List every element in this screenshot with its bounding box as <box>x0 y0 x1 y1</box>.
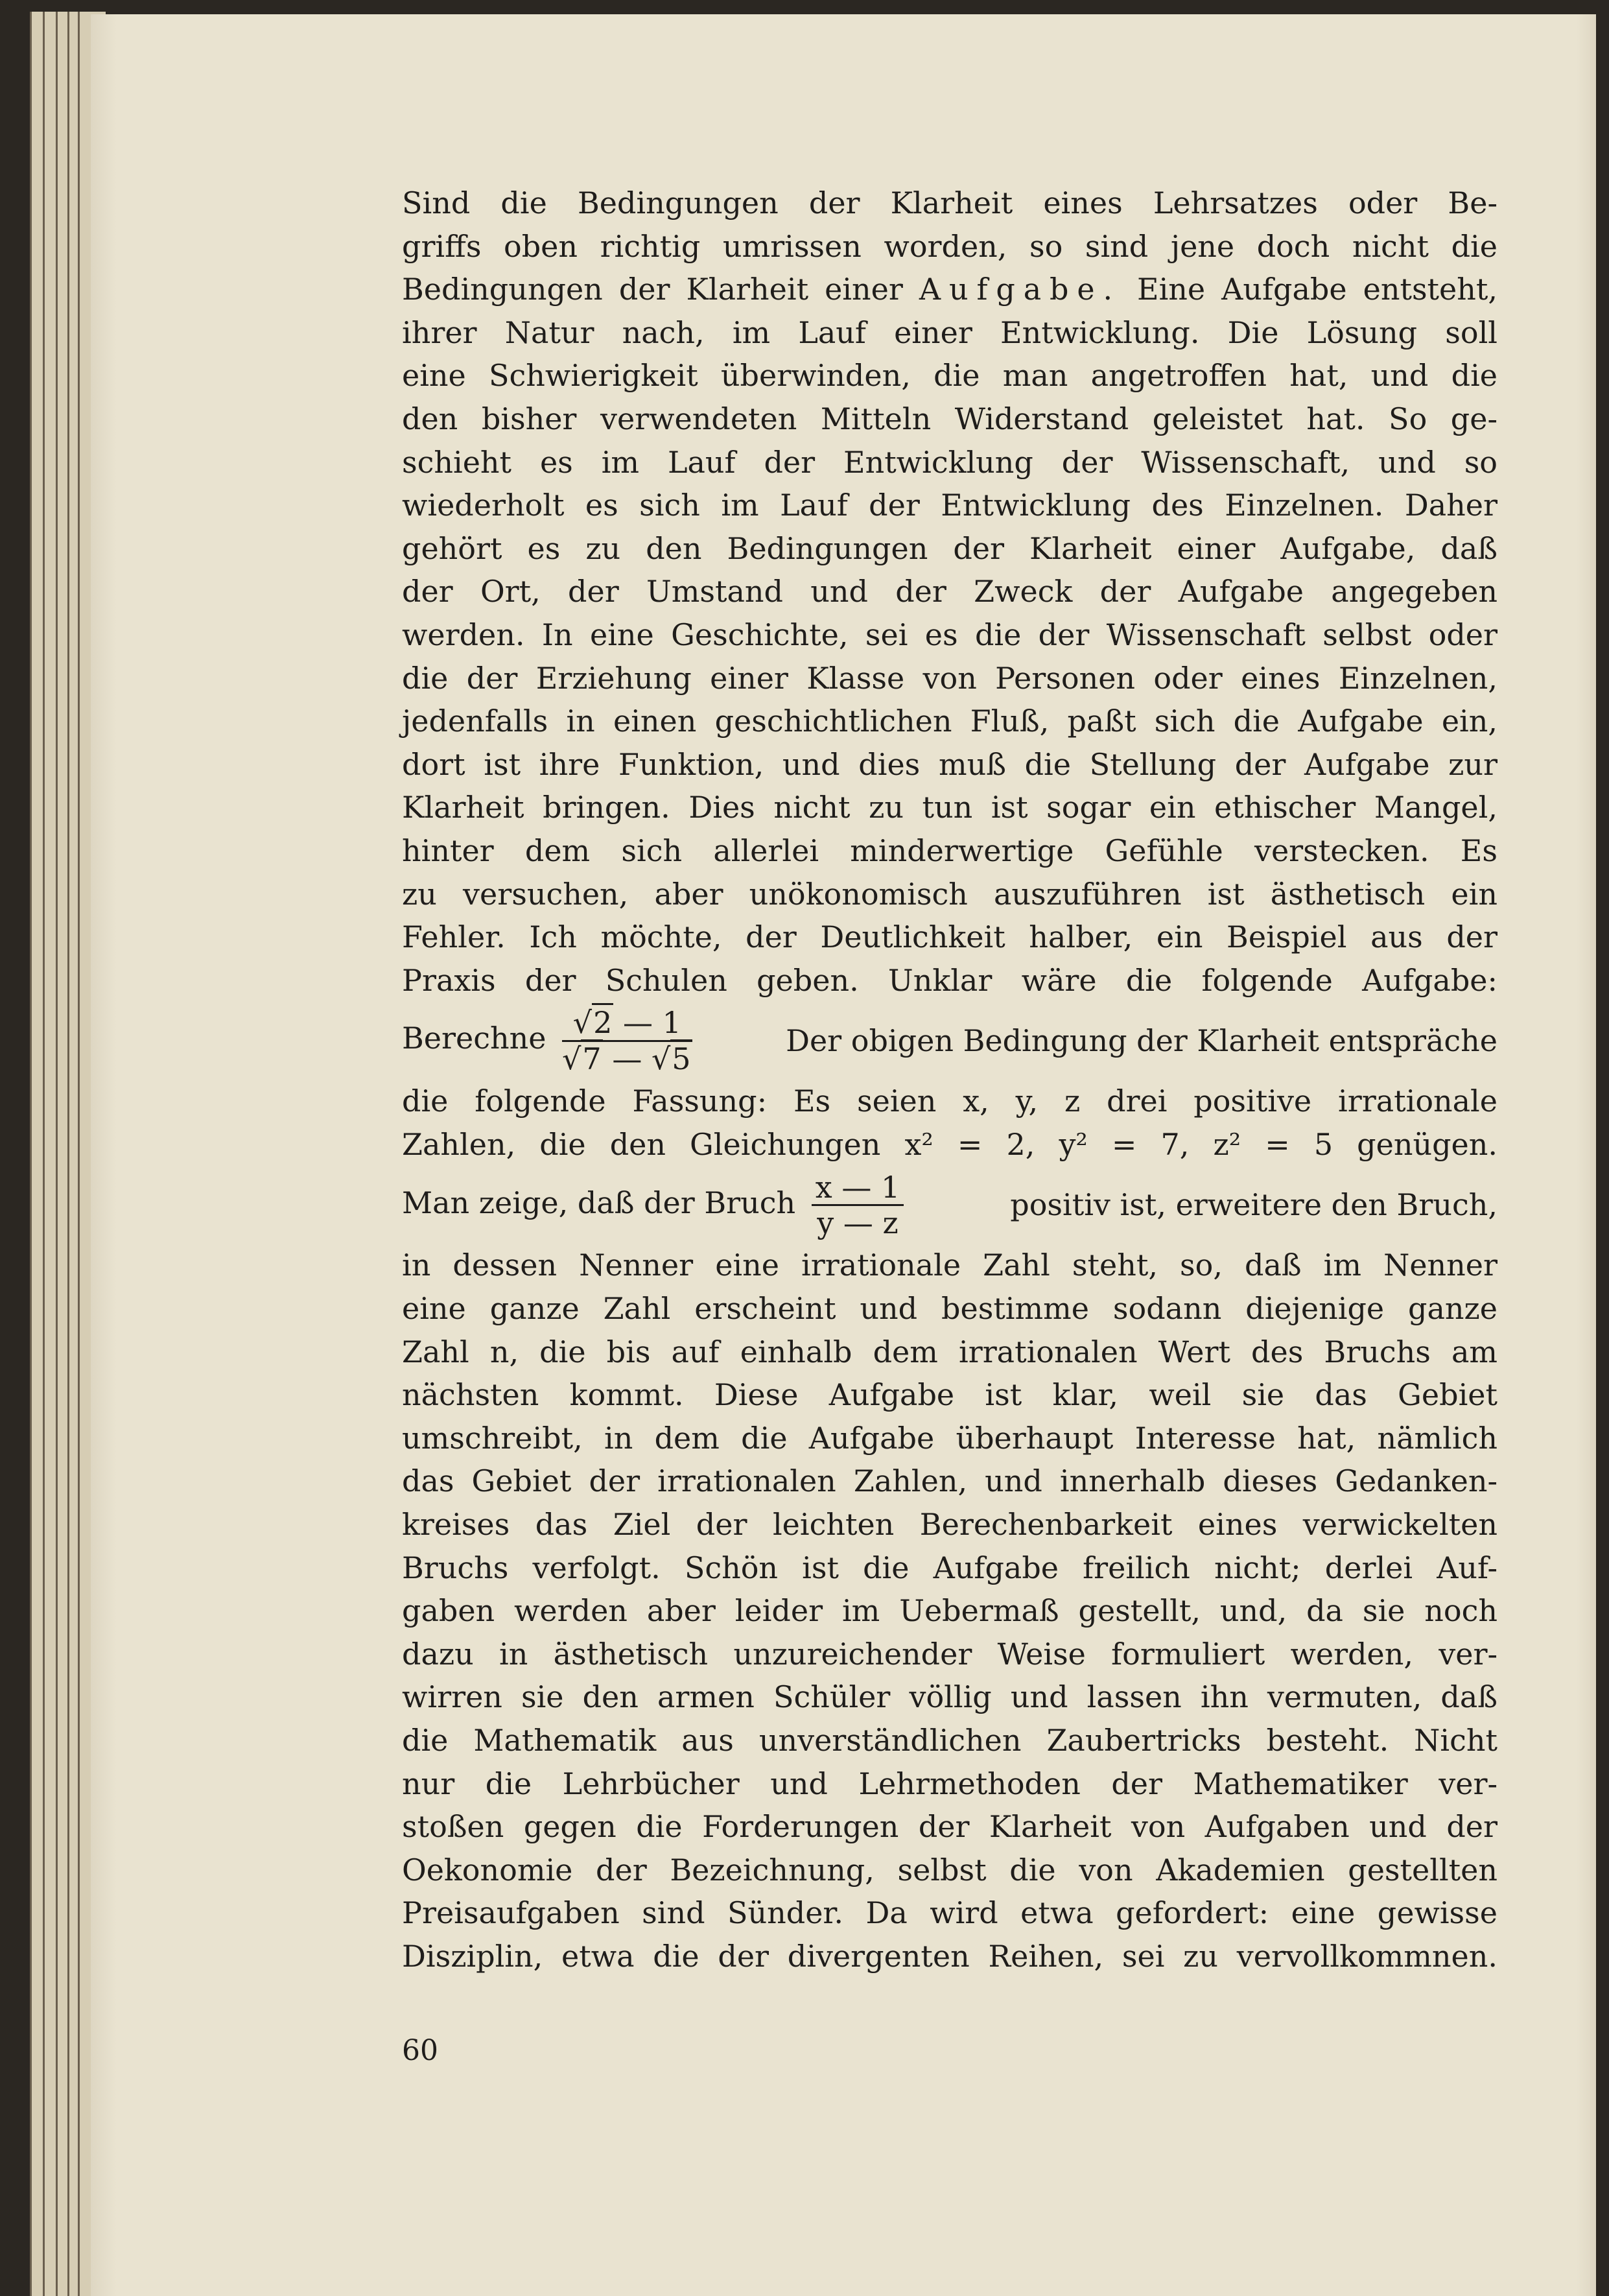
book-page <box>91 14 1596 2296</box>
text-fragment: Bedingungen der Klarheit einer <box>402 272 903 307</box>
text-line: nächsten kommt. Diese Aufgabe ist klar, weil sie das Gebiet <box>402 1377 1497 1413</box>
fraction-numerator: √2 — 1 <box>562 1007 692 1041</box>
text-line: die der Erziehung einer Klasse von Personen oder eines Einzelnen, <box>402 660 1497 696</box>
text-line: Preisaufgaben sind Sünder. Da wird etwa gefordert: eine gewisse <box>402 1895 1497 1931</box>
fraction <box>562 1007 692 1074</box>
spaced-word: Aufgabe. <box>919 272 1121 307</box>
radicand: 7 <box>581 1039 602 1076</box>
equation-label: Man zeige, daß der Bruch <box>402 1185 796 1220</box>
text-line: Bruchs verfolgt. Schön ist die Aufgabe freilich nicht; derlei Auf- <box>402 1550 1497 1585</box>
equation-row-2 <box>402 1166 1497 1244</box>
text-line: wiederholt es sich im Lauf der Entwicklung des Einzelnen. Daher <box>402 488 1497 523</box>
text-line: kreises das Ziel der leichten Berechenbarkeit eines verwickelten <box>402 1507 1497 1543</box>
text-line: Disziplin, etwa die der divergenten Reihen, sei zu vervollkommnen. <box>402 1938 1497 1974</box>
text-line: dort ist ihre Funktion, und dies muß die Stellung der Aufgabe zur <box>402 746 1497 782</box>
denominator-sep: — <box>612 1041 642 1076</box>
text-line: gaben werden aber leider im Uebermaß gestellt, und, da sie noch <box>402 1593 1497 1629</box>
text-line: Fehler. Ich möchte, der Deutlichkeit halber, ein Beispiel aus der <box>402 919 1497 955</box>
text-line: griffs oben richtig umrissen worden, so sind jene doch nicht die <box>402 228 1497 264</box>
text-line: gehört es zu den Bedingungen der Klarheit einer Aufgabe, daß <box>402 530 1497 566</box>
text-line: nur die Lehrbücher und Lehrmethoden der Mathematiker ver- <box>402 1766 1497 1801</box>
equation-row-1 <box>402 1002 1497 1080</box>
text-line: Praxis der Schulen geben. Unklar wäre die folgende Aufgabe: <box>402 962 1497 998</box>
text-line: werden. In eine Geschichte, sei es die der Wissenschaft selbst oder <box>402 617 1497 652</box>
fraction-denominator: y — z <box>817 1205 898 1240</box>
text-line: wirren sie den armen Schüler völlig und lassen ihn vermuten, daß <box>402 1679 1497 1715</box>
numerator-rest: — 1 <box>622 1005 681 1041</box>
fraction-numerator: x — 1 <box>812 1172 904 1206</box>
fraction <box>812 1169 904 1240</box>
fraction-denominator: √7 — √5 <box>562 1042 692 1074</box>
text-line: umschreibt, in dem die Aufgabe überhaupt Interesse hat, nämlich <box>402 1420 1497 1456</box>
text-line: stoßen gegen die Forderungen der Klarheit von Aufgaben und der <box>402 1809 1497 1845</box>
equation-label: Berechne <box>402 1021 546 1056</box>
text-line: ihrer Natur nach, im Lauf einer Entwicklung. Die Lösung soll <box>402 314 1497 350</box>
text-line: Zahlen, die den Gleichungen x² = 2, y² = 7, z² = 5 genügen. <box>402 1126 1497 1162</box>
text-line <box>402 268 1497 311</box>
text-line: eine ganze Zahl erscheint und bestimme sodann diejenige ganze <box>402 1291 1497 1327</box>
text-line: den bisher verwendeten Mitteln Widerstand geleistet hat. So ge- <box>402 401 1497 436</box>
text-fragment: Eine Aufgabe entsteht, <box>1137 272 1497 307</box>
text-line: die folgende Fassung: Es seien x, y, z drei positive irrationale <box>402 1083 1497 1119</box>
radicand: 5 <box>670 1039 692 1076</box>
text-line: in dessen Nenner eine irrationale Zahl steht, so, daß im Nenner <box>402 1248 1497 1283</box>
text-line: Zahl n, die bis auf einhalb dem irrationalen Wert des Bruchs am <box>402 1334 1497 1369</box>
text-line: Sind die Bedingungen der Klarheit eines Lehrsatzes oder Be- <box>402 185 1497 220</box>
equation-text: positiv ist, erweitere den Bruch, <box>1010 1187 1497 1223</box>
text-line: Klarheit bringen. Dies nicht zu tun ist sogar ein ethischer Mangel, <box>402 790 1497 825</box>
equation-text: Der obigen Bedingung der Klarheit entspräche <box>786 1023 1497 1059</box>
text-line: zu versuchen, aber unökonomisch auszuführen ist ästhetisch ein <box>402 876 1497 912</box>
text-line: jedenfalls in einen geschichtlichen Fluß, paßt sich die Aufgabe ein, <box>402 704 1497 739</box>
text-line: dazu in ästhetisch unzureichender Weise formuliert werden, ver- <box>402 1636 1497 1672</box>
text-line: Oekonomie der Bezeichnung, selbst die von Akademien gestellten <box>402 1852 1497 1888</box>
text-block-upper <box>402 182 1497 1978</box>
text-line: die Mathematik aus unverständlichen Zaubertricks besteht. Nicht <box>402 1723 1497 1758</box>
text-line: hinter dem sich allerlei minderwertige Gefühle verstecken. Es <box>402 833 1497 868</box>
radicand: 2 <box>592 1003 613 1040</box>
page-number: 60 <box>402 2034 438 2067</box>
text-line: eine Schwierigkeit überwinden, die man angetroffen hat, und die <box>402 358 1497 394</box>
text-line: das Gebiet der irrationalen Zahlen, und innerhalb dieses Gedanken- <box>402 1463 1497 1499</box>
text-line: der Ort, der Umstand und der Zweck der Aufgabe angegeben <box>402 574 1497 610</box>
text-line: schieht es im Lauf der Entwicklung der Wissenschaft, und so <box>402 444 1497 480</box>
